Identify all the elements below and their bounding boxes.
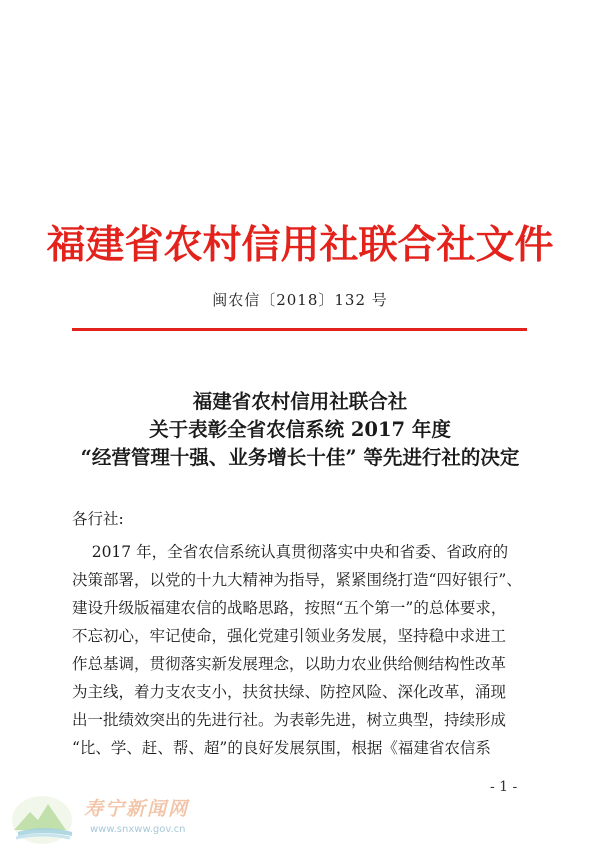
- title-line: 关于表彰全省农信系统 2017 年度: [149, 418, 451, 441]
- body-line: 2017 年，全省农信系统认真贯彻落实中央和省委、省政府的: [72, 543, 509, 561]
- watermark-site-name: 寿宁新闻网: [84, 798, 190, 820]
- body-line: 为主线，着力支农支小，扶贫扶绿、防控风险、深化改革，涌现: [72, 683, 507, 701]
- issuer-title: 福建省农村信用社联合社文件: [46, 222, 554, 268]
- title-line: “经营管理十强、业务增长十佳” 等先进行社的决定: [80, 446, 520, 469]
- mountain-logo-icon: [8, 790, 80, 848]
- body-line: 出一批绩效突出的先进行社。为表彰先进，树立典型，持续形成: [72, 711, 507, 729]
- body-line: 作总基调，贯彻落实新发展理念，以助力农业供给侧结构性改革: [72, 655, 507, 673]
- body-line: 不忘初心，牢记使命，强化党建引领业务发展，坚持稳中求进工: [72, 627, 507, 645]
- body-line: 决策部署，以党的十九大精神为指导，紧紧围绕打造“四好银行”、: [72, 571, 522, 589]
- watermark-url: www.snxww.gov.cn: [90, 824, 186, 835]
- body-text: [72, 538, 530, 762]
- site-watermark: [8, 790, 208, 850]
- body-line: 建设升级版福建农信的战略思路，按照“五个第一”的总体要求，: [72, 599, 507, 617]
- body-line: “比、学、赶、帮、超”的良好发展氛围，根据《福建省农信系: [72, 739, 491, 757]
- red-divider-line: [72, 328, 527, 331]
- document-title: [0, 388, 600, 472]
- document-number: 闽农信〔2018〕132 号: [212, 291, 388, 309]
- page-number: - 1 -: [490, 779, 518, 795]
- title-line: 福建省农村信用社联合社: [192, 390, 408, 413]
- salutation: 各行社:: [72, 510, 124, 528]
